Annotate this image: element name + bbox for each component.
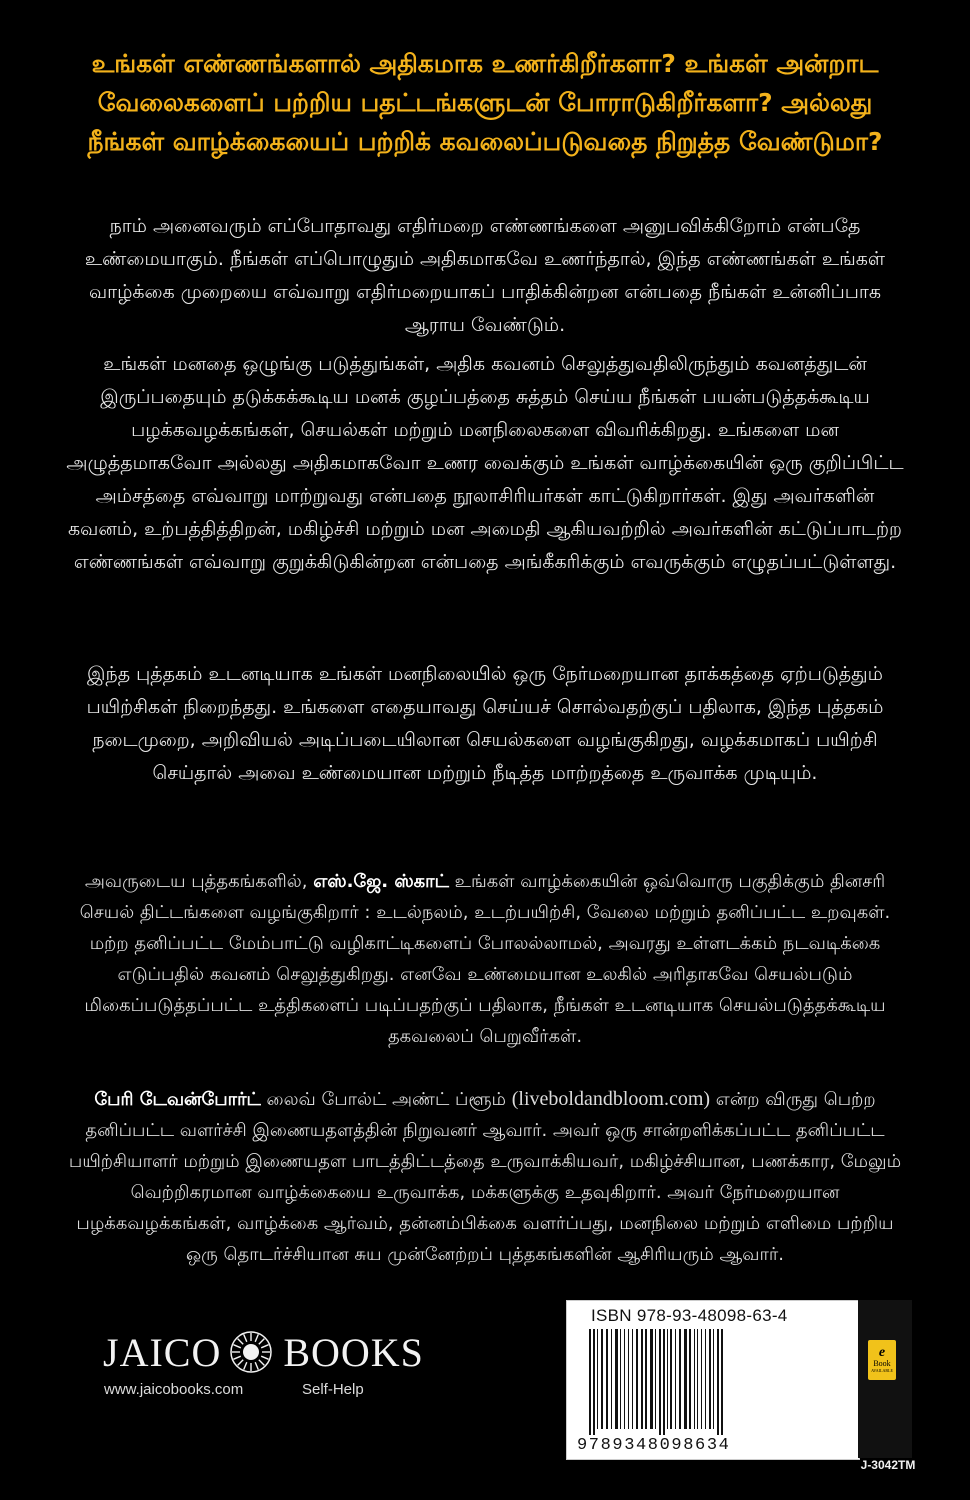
barcode-bar [636, 1329, 638, 1429]
barcode-bar [593, 1329, 595, 1435]
barcode-bar [628, 1329, 629, 1429]
barcode-bar [597, 1329, 598, 1429]
author-website: (liveboldandbloom.com) [511, 1088, 711, 1110]
bio-scott-intro: அவருடைய புத்தகங்களில், [84, 871, 314, 892]
barcode-bar [689, 1329, 691, 1429]
ebook-book: Book [873, 1359, 891, 1368]
author-bio-scott [62, 866, 908, 1052]
bio-davenport-text: என்ற விருது பெற்ற தனிப்பட்ட வளர்ச்சி இணையதளத்தின் நிறுவனர் ஆவார். அவர் ஒரு சான்றளிக்கப்பட்ட தனிப்பட்ட பயிற்சியாளர் மற்றும் இணையதள பாடத்திட்டத்தை உருவாக்கியவர், மகிழ்ச்சியான, பணக்கார, மேலும் வெற்றிகரமான வாழ்க்கையை உருவாக்க, மக்களுக்கு உதவுகிறார். அவர் நேர்மறையான பழக்கவழக்கங்கள், வாழ்க்கை ஆர்வம், தன்னம்பிக்கை வளர்ப்பது, மனநிலை மற்றும் எளிமை பற்றிய ஒரு தொடர்ச்சியான சுய முன்னேற்றப் புத்தகங்களின் ஆசிரியரும் ஆவார். [68, 1089, 902, 1265]
barcode-bars [585, 1329, 841, 1435]
ebook-available: AVAILABLE [871, 1368, 893, 1373]
paragraph-3: இந்த புத்தகம் உடனடியாக உங்கள் மனநிலையில் ஒரு நேர்மறையான தாக்கத்தை ஏற்படுத்தும் பயிற்சிகள் நிறைந்தது. உங்களை எதையாவது செய்யச் சொல்வதற்குப் பதிலாக, இந்த புத்தகம் நடைமுறை, அறிவியல் அடிப்படையிலான செயல்களை வழங்குகிறது, வழக்கமாகப் பயிற்சி செய்தால் அவை உண்மையான மற்றும் நீடித்த மாற்றத்தை உருவாக்க முடியும். [86, 663, 884, 784]
publisher-website: www.jaicobooks.com [104, 1381, 244, 1398]
barcode-bar [713, 1329, 714, 1429]
barcode-bar [701, 1329, 702, 1429]
paragraph-1: நாம் அனைவரும் எப்போதாவது எதிர்மறை எண்ணங்களை அனுபவிக்கிறோம் என்பதே உண்மையாகும். நீங்கள் எப்பொழுதும் அதிகமாகவே உணர்ந்தால், இந்த எண்ணங்கள் உங்கள் வாழ்க்கை முறையை எவ்வாறு எதிர்மறையாகப் பாதிக்கின்றன என்பதை நீங்கள் உன்னிப்பாக ஆராய வேண்டும். [84, 215, 886, 336]
barcode-bar [589, 1329, 591, 1435]
barcode-bar [611, 1329, 612, 1429]
barcode-digits: 9789348098634 [577, 1436, 731, 1455]
barcode-bar [697, 1329, 698, 1429]
barcode-bar [632, 1329, 633, 1429]
barcode-bar [675, 1329, 676, 1429]
bio-davenport-intro: லைவ் போல்ட் அண்ட் ப்ளூம் [260, 1089, 512, 1110]
author-name-davenport: பேரி டேவன்போர்ட் [94, 1089, 261, 1110]
barcode-bar [601, 1329, 603, 1429]
barcode-bar [645, 1329, 647, 1429]
barcode-bar [670, 1329, 672, 1429]
ebook-available-icon [868, 1340, 896, 1380]
publisher-logo [103, 1326, 424, 1378]
barcode-bar [667, 1329, 668, 1429]
barcode-bar [717, 1329, 719, 1435]
logo-word-books: BOOKS [283, 1329, 424, 1375]
book-category: Self-Help [302, 1381, 364, 1398]
barcode-bar [620, 1329, 621, 1429]
logo-word-jaico: JAICO [103, 1329, 222, 1375]
isbn-label: ISBN 978-93-48098-63-4 [591, 1306, 788, 1325]
isbn-barcode-panel [566, 1300, 860, 1460]
author-bio-davenport [62, 1084, 908, 1270]
bio-scott-text: உங்கள் வாழ்க்கையின் ஒவ்வொரு பகுதிக்கும் தினசரி செயல் திட்டங்களை வழங்குகிறார் : உடல்நலம், உடற்பயிற்சி, வேலை மற்றும் தனிப்பட்ட உறவுகள். மற்ற தனிப்பட்ட மேம்பாட்டு வழிகாட்டிகளைப் போலல்லாமல், அவரது உள்ளடக்கம் நடவடிக்கை எடுப்பதில் கவனம் செலுத்துகிறது. எனவே உண்மையான உலகில் அரிதாகவே செயல்படும் மிகைப்படுத்தப்பட்ட உத்திகளைப் படிப்பதற்குப் பதிலாக, நீங்கள் உடனடியாக செயல்படுத்தக்கூடிய தகவலைப் பெறுவீர்கள். [79, 871, 891, 1047]
paragraph-2: உங்கள் மனதை ஒழுங்கு படுத்துங்கள், அதிக கவனம் செலுத்துவதிலிருந்தும் கவனத்துடன் இருப்பதையும் தடுக்கக்கூடிய மனக் குழப்பத்தை சுத்தம் செய்ய நீங்கள் பயன்படுத்தக்கூடிய பழக்கவழக்கங்கள், செயல்கள் மற்றும் மனநிலைகளை விவரிக்கிறது. உங்களை மன அழுத்தமாகவோ அல்லது அதிகமாகவோ உணர வைக்கும் உங்கள் வாழ்க்கையின் ஒரு குறிப்பிட்ட அம்சத்தை எவ்வாறு மாற்றுவது என்பதை நூலாசிரியர்கள் காட்டுகிறார்கள். இது அவர்களின் கவனம், உற்பத்தித்திறன், மகிழ்ச்சி மற்றும் மன அமைதி ஆகியவற்றில் அவர்களின் கட்டுப்பாடற்ற எண்ணங்கள் எவ்வாறு குறுக்கிடுகின்றன என்பதை அங்கீகரிக்கும் எவருக்கும் எழுதப்பட்டுள்ளது. [66, 353, 904, 573]
barcode-bar [641, 1329, 643, 1429]
barcode-bar [606, 1329, 608, 1429]
barcode-bar [684, 1329, 687, 1429]
barcode-bar [705, 1329, 706, 1429]
barcode-bar [615, 1329, 618, 1429]
barcode-bar [655, 1329, 656, 1429]
product-code: J-3042TM [860, 1458, 916, 1472]
barcode-bar [663, 1329, 665, 1435]
sun-emblem-icon [229, 1330, 273, 1374]
ebook-e: e [878, 1345, 886, 1360]
headline-question: உங்கள் எண்ணங்களால் அதிகமாக உணர்கிறீர்களா? உங்கள் அன்றாட வேலைகளைப் பற்றிய பதட்டங்களுடன் போராடுகிறீர்களா? அல்லது நீங்கள் வாழ்க்கையைப் பற்றிக் கவலைப்படுவதை நிறுத்த வேண்டுமா? [87, 49, 883, 156]
barcode-bar [659, 1329, 661, 1435]
barcode-bar [650, 1329, 653, 1429]
barcode-bar [624, 1329, 625, 1429]
ebook-panel [858, 1300, 912, 1458]
author-name-scott: எஸ்.ஜே. ஸ்காட் [313, 871, 449, 892]
barcode-bar [679, 1329, 681, 1429]
barcode-bar [709, 1329, 711, 1429]
barcode-bar [694, 1329, 695, 1429]
barcode-bar [721, 1329, 723, 1435]
